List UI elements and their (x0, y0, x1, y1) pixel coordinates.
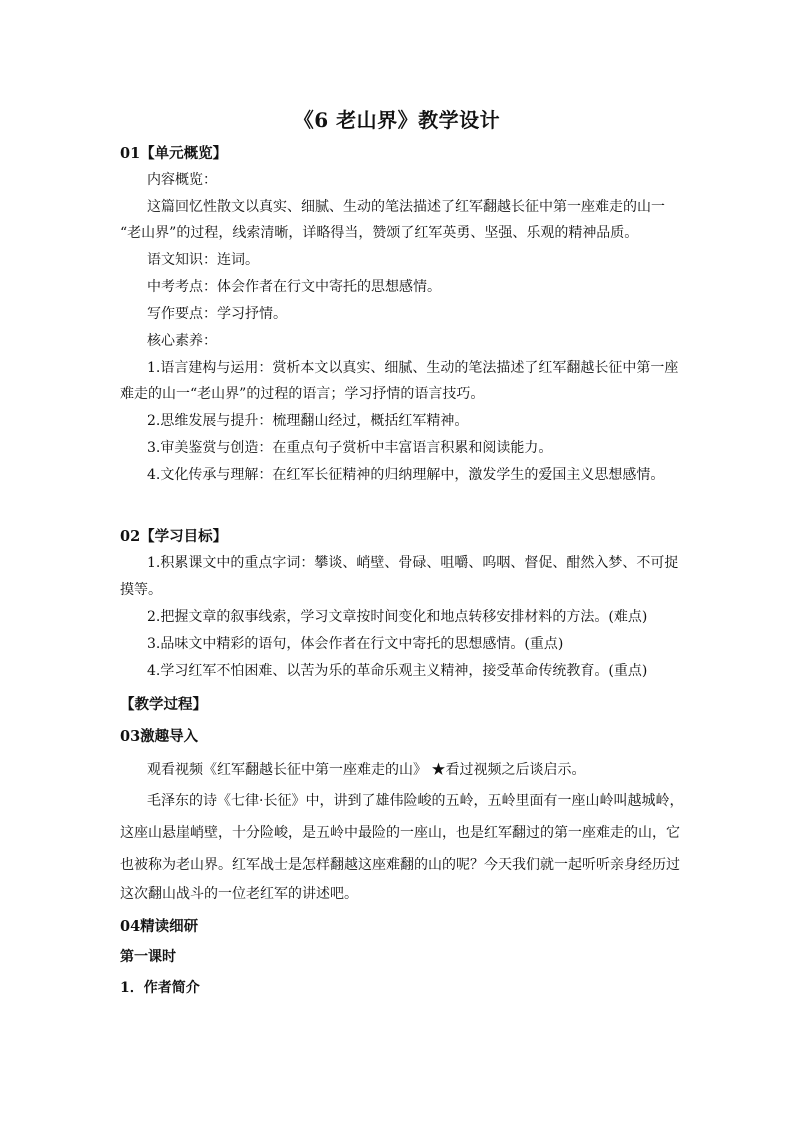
exam-point: 中考考点：体会作者在行文中寄托的思想感情。 (147, 279, 441, 295)
core-literacy-1-line-1: 1.语言建构与运用：赏析本文以真实、细腻、生动的笔法描述了红军翻越长征中第一座 (147, 360, 679, 376)
content-overview-label: 内容概览： (147, 172, 217, 188)
goal-2: 2.把握文章的叙事线索，学习文章按时间变化和地点转移安排材料的方法。(难点) (147, 609, 648, 625)
core-literacy-2: 2.思维发展与提升：梳理翻山经过，概括红军精神。 (147, 413, 469, 429)
intro-paragraph-line-4: 这次翻山战斗的一位老红军的讲述吧。 (120, 886, 358, 902)
goal-4: 4.学习红军不怕困难、以苦为乐的革命乐观主义精神，接受革命传统教育。(重点) (147, 663, 648, 679)
intro-video-text: 观看视频《红军翻越长征中第一座难走的山》 ★看过视频之后谈启示。 (147, 762, 586, 778)
core-literacy-4: 4.文化传承与理解：在红军长征精神的归纳理解中，激发学生的爱国主义思想感情。 (147, 467, 665, 483)
author-intro-heading: 1．作者简介 (120, 980, 200, 996)
lesson-one-heading: 第一课时 (120, 949, 176, 965)
section-02-heading: 02【学习目标】 (120, 528, 228, 545)
document-title: 《6 老山界》教学设计 (293, 108, 501, 132)
intro-paragraph-line-1: 毛泽东的诗《七律·长征》中，讲到了雄伟险峻的五岭，五岭里面有一座山岭叫越城岭， (147, 793, 684, 809)
section-01-heading: 01【单元概览】 (120, 145, 228, 162)
teaching-process-heading: 【教学过程】 (120, 696, 207, 713)
section-04-heading: 04精读细研 (120, 918, 199, 935)
content-overview-text-1: 这篇回忆性散文以真实、细腻、生动的笔法描述了红军翻越长征中第一座难走的山一 (147, 199, 665, 215)
writing-point: 写作要点：学习抒情。 (147, 306, 287, 322)
core-literacy-1-line-2: 难走的山一“老山界”的过程的语言；学习抒情的语言技巧。 (120, 386, 485, 402)
intro-paragraph-line-2: 这座山悬崖峭壁，十分险峻，是五岭中最险的一座山，也是红军翻过的第一座难走的山，它 (120, 825, 680, 841)
goal-1-line-2: 摸等。 (120, 582, 162, 598)
core-literacy-3: 3.审美鉴赏与创造：在重点句子赏析中丰富语言积累和阅读能力。 (147, 440, 553, 456)
core-literacy-label: 核心素养： (147, 333, 217, 349)
goal-1-line-1: 1.积累课文中的重点字词：攀谈、峭壁、骨碌、咀嚼、呜咽、督促、酣然入梦、不可捉 (147, 555, 679, 571)
content-overview-text-2: “老山界”的过程，线索清晰，详略得当，赞颂了红军英勇、坚强、乐观的精神品质。 (120, 225, 639, 241)
goal-3: 3.品味文中精彩的语句，体会作者在行文中寄托的思想感情。(重点) (147, 636, 564, 652)
section-03-heading: 03激趣导入 (120, 728, 199, 745)
language-knowledge: 语文知识：连词。 (147, 252, 259, 268)
intro-paragraph-line-3: 也被称为老山界。红军战士是怎样翻越这座难翻的山的呢？今天我们就一起听听亲身经历过 (120, 857, 680, 873)
